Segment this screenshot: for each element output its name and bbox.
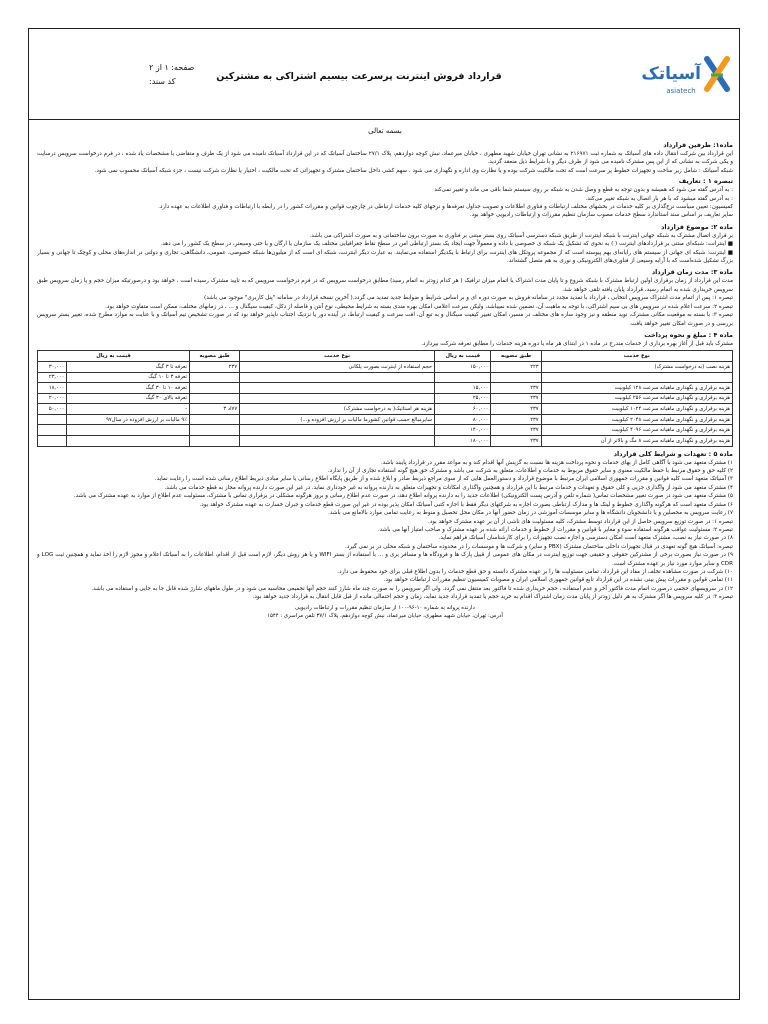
fees-table <box>37 350 733 446</box>
table-cell: ۲۳۷ <box>491 425 541 436</box>
table-cell <box>38 436 67 447</box>
table-cell: هزینه برقراری و نگهداری ماهیانه سرعت ۱۲۸ کیلوبیت <box>541 383 732 394</box>
table-cell: هزینه هر استاتیک( به درخواست مشترک) <box>240 404 435 415</box>
header-cell: قیمت به ریال <box>38 351 190 362</box>
table-cell: ۲۲۳ <box>491 361 541 372</box>
table-cell: ۲۰,۰۰۰ <box>38 393 67 404</box>
table-cell: هزینه نصب (به درخواست مشترک) <box>541 361 732 372</box>
table-row <box>38 404 733 415</box>
section-3-para-4: تبصره ۳: با بسته به موقعیت مکانی مشترک، نوید منطقه و نیز وجود سازه های مختلف در مسیر، امکان تغییر کیفیت سیگنال و به تبع آن، افت سرعت و کیفیت ارتباط، در آینده دور یا نزدیک اجتناب ناپذیر خواهد بود که در صورت تشخیص تیم آسیاتک و با عنایت به موارد مطرح شده، تغییر بستر سرویس بررسی و در صورت امکان تغییر خواهد یافت. <box>37 312 733 327</box>
note-1-line-3: کمیسیون: تعیین سیاست نرخ‌گذاری بر کلیه خدمات در بخشهای مختلف ارتباطات و فناوری اطلاعات و تصویب جداول تعرفه‌ها و نرخهای کلیه خدمات ارتباطی در چارچوب قوانین و مقررات کشور را در رابطه با ارتباطات و فناوری اطلاعات به عهده دارد. <box>158 204 733 211</box>
table-row <box>38 436 733 447</box>
table-cell: ۵۰,۰۰۰ <box>38 404 67 415</box>
table-cell: ۲۵,۰۰۰ <box>435 393 491 404</box>
list-item: تبصره ۳: در کلیه سرویس ها اگر مشترک به هر دلیل زودتر از پایان مدت زمان اشتراک اقدام به خرید حجم یا تمدید قرارداد جدید نماید، زمان و حجم احتمالی مانده از قبل قابل انتقال به قرارداد جدید خواهد بود. <box>252 594 733 601</box>
table-cell: ۱۵۰,۰۰۰ <box>435 361 491 372</box>
section-2-para-1: بر قراری اتصال مشترک به شبکه جهانی اینترنت با شبکه اینترنت از طریق شبکه دسترسی آسیاتک روی بستر مبتنی بر فناوری به صورت برون ساختمانی و به صورت اشتراکی می باشد. <box>309 232 733 239</box>
section-4-para-1: مشترک باید قبل از آغاز بهره برداری از خدمات مندرج در ماده ۱ در ابتدای هر ماه یا دوره هزینه خدمات را مطابق تعرفه شرکت بپردازد. <box>421 340 733 347</box>
note-1-title: تبصره ۱ : تعاریف <box>678 177 733 186</box>
table-cell: ۹٪ مالیات بر ارزش افزوده در سال۹۷ <box>67 414 190 425</box>
table-cell: ۲۳۷ <box>190 361 240 372</box>
header-cell: طبق مصوبه <box>491 351 541 362</box>
section-1-title: ماده۱: طرفین قرارداد <box>663 141 733 149</box>
header-cell: نوع خدمت <box>240 351 435 362</box>
contract-page <box>28 28 740 1000</box>
section-3-para-2: تبصره ۱: پس از اتمام مدت اشتراک سرویس انتخابی ، قرارداد با تمدید مجدد در سامانه فروش به صورت دوره ای و بر اساس شرایط و ضوابط جدید تمدید می گردد.( آخرین نسخه قرارداد در سامانه "پنل کاربری" موجود می باشد) <box>204 295 733 302</box>
table-cell: ۳۰,۰۰۰ <box>38 361 67 372</box>
table-cell: هزینه برقراری و نگهداری ماهیانه سرعت ۱۰۲۴ کیلوبیت <box>541 404 732 415</box>
table-row <box>38 414 733 425</box>
section-5-list <box>37 459 733 602</box>
section-3-para-1: مدت این قرارداد از زمان برقراری اولین ارتباط مشترک با شبکه شروع و تا پایان مدت اشتراک یا اتمام میزان ترافیک ( هر کدام زودتر به اتمام رسید) مطابق درخواست سرویس که در فرم درخواست سرویس که به تایید مشترک رسیده است ، خواهد بود و درصورتیکه میزان حجم و یا زمان سرویس طبق سرویس خریداری شده به اتمام رسید، قرارداد پایان یافته تلقی خواهد شد. <box>37 278 733 293</box>
table-row <box>38 383 733 394</box>
table-cell: ۲۳۷ <box>491 393 541 404</box>
table-cell <box>491 372 541 383</box>
table-cell <box>240 383 435 394</box>
table-row <box>38 425 733 436</box>
section-4-title: ماده ۴ : مبلغ و نحوه پرداخت <box>644 330 733 339</box>
table-cell: ۱۸۰,۰۰۰ <box>435 436 491 447</box>
table-cell: ۶۰,۰۰۰ <box>435 404 491 415</box>
table-cell: ۱۴۰,۰۰۰ <box>435 425 491 436</box>
note-1-line-4: سایر تعاریف بر اساس سند استاندارد سطح خدمات مصوب سازمان تنظیم مقررات و ارتباطات رادیویی خواهد بود. <box>469 212 733 219</box>
table-cell: هزینه برقراری و نگهداری ماهیانه سرعت ۴۰۹۶ کیلوبیت <box>541 425 732 436</box>
table-cell <box>541 372 732 383</box>
table-cell: ۲۳۷ <box>491 414 541 425</box>
table-row <box>38 372 733 383</box>
table-cell: ۸۰,۰۰۰ <box>435 414 491 425</box>
section-2-para-2: ■ اینترانت: شبکه‌ای مبتنی بر قراردادهای اینترنت ( ) به نحوی که تشکیل یک شبکه ی خصوصی با داده و معمولاً جهت ایجاد یک بستر ارتباطی امن در سطح نقاط جغرافیایی مختلف یک سازمان یا ارگان و یا حتی وسیعتر، در سطح یک کشور را می دهد. <box>160 241 733 248</box>
list-item: ۱۱) تمامی قوانین و مقررات پیش بینی نشده در این قرارداد تابع قوانین جمهوری اسلامی ایران و مصوبات کمیسیون تنظیم مقررات ارتباطات خواهد بود. <box>383 577 733 584</box>
table-cell <box>240 372 435 383</box>
list-item: ۹) در صورت نیاز بصورت برخی از مشترکین حقوقی و حقیقی جهت توزیع اینترنت در مکان های عمومی از قبیل پارک ها و فرودگاه ها و مسافر بری و ... با استفاده از بستر WIFI و یا هر روش دیگر، لازم است قبل از اقدام، اطلاعات را به آسیاتک اعلام و مجوز لازم را اخذ نماید و همچنین ثبت LOG و CDR و سایر موارد مورد نیاز بر عهده مشترک است. <box>37 552 733 567</box>
table-cell <box>240 425 435 436</box>
document-title: قرارداد فروش اینترنت پرسرعت بیسیم اشتراکی به مشترکین <box>216 71 502 82</box>
list-item: ۷) رعایت سرویس به محصلین و یا دانشجویان دانشگاه ها و سایر موسسات آموزشی در زمان حضور آنها در مکان محل تحصیل و منوط به رعایت تمامی موارد بالامانع می باشد. <box>328 510 733 517</box>
table-cell <box>190 425 240 436</box>
table-cell: سایرمبالغ حسب قوانین کشورما مالیات بر ارزش افزوده و...) <box>240 414 435 425</box>
section-1-para-1: این قرارداد بین شرکت انتقال داده های آسیاتک به شماره ثبت ۲۱۶۹۷۱ به نشانی تهران خیابان شهید مطهری ، خیابان میرعماد، نبش کوچه دوازدهم، پلاک ۲۷/۱ ساختمان آسیاتک که در این قرارداد آسیاتک نامیده می شود از یک طرف و متقاضی با مشخصات یاد شده ، در فرم درخواست سرویس درسایت و یکی شرکت به نشانی که از این پس مشترک نامیده می شود از طرف دیگر و با شرایط ذیل منعقد گردید. <box>37 151 733 166</box>
list-item: ۸) در صورت نیاز به نصب، مشترک متعهد است امکان دسترسی و اجازه نصب تجهیزات را برای کارشناسان آسیاتک فراهم نماید. <box>438 535 733 542</box>
section-2-para-3: ■ اینترنت: شبکه ای جهانی از سیستم های رایانه‌ای بهم پیوسته است که از مجموعه پروتکل های اینترنت برای ارتباط با یکدیگر استفاده می‌نمایند. به عبارت دیگر اینترنت، شبکه ای است که از میلیون‌ها شبکه خصوصی، عمومی، دانشگاهی، تجاری و دولتی در اندازه‌های محلی و کوچک تا جهانی و بسیار بزرگ تشکیل شده‌است که با آرایه وسیعی از فناوری‌های الکترونیکی و نوری به هم متصل گشته‌اند. <box>37 249 733 265</box>
table-cell: تعرفه ۳ تا ۱۰ گیگ <box>67 372 190 383</box>
table-cell: ۲۳۷ <box>491 436 541 447</box>
list-item: ۱۲) در سرویسهای حجمی درصورت اتمام مدت فاکتور آخر و عدم استفاده ، حجم خریداری شده تا فاکتور بعد منتقل نمی گردد. ولی اگر سرویس را به صورت چند ماه شارژ کنند حجم آنها تجمیعی محاسبه می شود و در طول ماههای شارژ شده قابل جا به جایی و استفاده می باشد. <box>91 585 733 592</box>
table-cell <box>190 393 240 404</box>
table-cell: ۷۷اد ۳ <box>190 404 240 415</box>
page-number: صفحه: ۱ از ۲ <box>149 63 195 72</box>
footer <box>37 604 733 620</box>
section-3-para-3: تبصره ۲: سرعت اعلام شده در سرویس های بی سیم اشتراکی، با توجه به ماهیت آن، تضمین شده نمیباشد، ولیکن سرعت اعلامی امکان بهره مندی بسته به شرایط محیطی، نوع آنتن و فاصله از دکل، کیفیت سیگنال و ... ، در زمانهای مختلف، ممکن است متفاوت خواهد بود. <box>105 303 733 310</box>
table-row <box>38 361 733 372</box>
table-cell <box>240 436 435 447</box>
document-body <box>37 125 733 620</box>
table-cell: تعرفه بالای ۳۰ گیگ <box>67 393 190 404</box>
footer-license: دارنده پروانه به شماره ۱۰-۹۶-۱۰۰ از سازمان تنظیم مقررات و ارتباطات رادیویی <box>295 604 475 611</box>
table-cell: ۲۳۷ <box>491 383 541 394</box>
table-cell: تعرفه ۱۰ تا ۳۰ گیگ <box>67 383 190 394</box>
footer-address: آدرس: تهران، خیابان شهید مطهری، خیابان میرعماد، نبش کوچه دوازدهم، پلاک ۳۷/۱ تلفن مراسری : ۱۵۴۴ <box>267 612 503 619</box>
logo-x-icon <box>707 59 727 89</box>
table-cell <box>67 425 190 436</box>
logo-text: آسیاتک <box>641 64 701 84</box>
document-header <box>29 29 739 120</box>
section-3-title: ماده ۳: مدت زمان قرارداد <box>651 268 733 277</box>
list-item: ۲) کلیه حق و حقوق مرتبط با حفظ مالکیت معنوی و سایر حقوق مربوط به خدمات و اطلاعات، متعلق به شرکت می باشد و مشترک حق هیچ گونه استفاده تجاری از آن را ندارد. <box>327 468 733 475</box>
list-item: تبصره ۱: در صورت توزیع سرویس حاصل از این قرارداد توسط مشترک، کلیه مسئولیت های ناشی از آن بر عهده مشترک خواهد بود. <box>427 518 733 525</box>
table-cell: ۲۳۷ <box>491 404 541 415</box>
asiatech-logo <box>611 45 731 105</box>
table-cell: تعرفه تا ۳ گیگ <box>67 361 190 372</box>
logo-subtext: asiatech <box>666 87 696 95</box>
list-item: تبصره ۲: مسئولیت عواقب هرگونه استفاده سوء و مغایر با قوانین و مقررات از خطوط و خدمات ارائه شده بر عهده مشترک و صاحب امتیاز آنها می باشد. <box>377 526 733 533</box>
header-cell: نوع خدمت <box>541 351 732 362</box>
table-cell <box>240 393 435 404</box>
table-cell <box>190 414 240 425</box>
section-5-title: ماده ۵ : تعهدات و شرایط کلی قرارداد <box>613 449 733 458</box>
list-item: تبصره: آسیاتک هیچ گونه تعهدی در قبال تجهیزات داخلی ساختمان مشترک (PBX و سایر) و شرکت ها و موسسات را در محدوده ساختمان و شبکه محلی در بر نمی گیرد. <box>345 543 733 550</box>
table-cell: ۱۸,۰۰۰ <box>38 383 67 394</box>
table-cell <box>190 372 240 383</box>
list-item: ۳) آسیاتک متعهد است کلیه قوانین و مقررات جمهوری اسلامی ایران مرتبط با موضوع قرارداد و دستورالعمل هایی که از سوی مراجع ذیربط صادر و ابلاغ شده و از طریق پایگاه اطلاع رسانی یا سایر مبادی ذیربط اطلاع رسانی شده است را رعایت نماید. <box>154 476 733 483</box>
table-row <box>38 393 733 404</box>
table-cell <box>190 436 240 447</box>
table-cell <box>435 372 491 383</box>
list-item: ۱۰) شرکت در صورت مشاهده تخلف از مفاد این قرارداد، تمامی مسئولیت ها را بر عهده مشترک دانسته و حق قطع خدمات را بدون اطلاع قبلی برای خود محفوظ می دارد. <box>337 568 733 575</box>
table-cell <box>38 414 67 425</box>
header-cell: قیمت به ریال <box>435 351 491 362</box>
list-item: ۴) مشترک متعهد می شود از واگذاری جزیی و کلی حقوق و تعهدات و خدمات مرتبط با این قرارداد و همچنین واگذاری امکانات و تجهیزات متعلق به دارنده پروانه به غیر خودداری نماید. در غیر این صورت دارنده پروانه مجاز به قطع خدمات می باشد. <box>164 484 733 491</box>
section-1-para-2: شبکه آسیاتک : شامل زیر ساخت و تجهیزات خطوط پر سرعت است که تحت مالکیت شرکت بوده و یا نظارت وی اداره و نگهداری می شود . سهم کشی داخل ساختمان مشترک و تجهیزاتی که تحت مالکیت ، اختیار یا نظارت شرکت نیست ، جزء شبکه آسیاتک محسوب نمی شود. <box>94 167 733 174</box>
table-cell: ۱۵,۰۰۰ <box>435 383 491 394</box>
header-cell: طبق مصوبه <box>190 351 240 362</box>
section-2-title: ماده ۲: موضوع قرارداد <box>661 222 733 231</box>
bismillah: بسمه تعالی <box>368 127 402 135</box>
table-cell <box>38 425 67 436</box>
note-1-line-2: : به آدرس گفته میشود که با هر بار اتصال به شبکه تغییر می‌کند. <box>585 195 733 202</box>
list-item: ۶) مشترک متعهد است که هرگونه واگذاری خطوط و لینک ها و مدارک ارتباطی بصورت اجاره به شرکتهای دیگر فقط با اجازه کتبی آسیاتک امکان پذیر بوده در غیر این صورت قطع خدمات و جبران خسارت به عهده مشترک خواهد بود. <box>199 501 733 508</box>
fees-table-header <box>38 351 733 362</box>
table-cell <box>190 383 240 394</box>
table-cell: هزینه برقراری و نگهداری ماهیانه سرعت ۸ مگ و بالاتر از آن <box>541 436 732 447</box>
table-cell: حجم استفاده از اینترنت بصورت پلکانی <box>240 361 435 372</box>
table-cell: هزینه برقراری و نگهداری ماهیانه سرعت ۲۰۴۸ کیلوبیت <box>541 414 732 425</box>
table-cell: هزینه برقراری و نگهداری ماهیانه سرعت ۲۵۶ کیلوبیت <box>541 393 732 404</box>
list-item: ۱) مشترک متعهد می شود با آگاهی کامل از بهای خدمات و نحوه پرداخت هزینه ها نسبت به گزینش آنها اقدام کند و به مواعد مقرر در قرارداد پایبند باشد. <box>380 459 733 466</box>
table-cell <box>67 436 190 447</box>
document-code: کد سند: <box>149 77 176 86</box>
note-1-line-1: : به آدرس گفته می شود که همیشه و بدون توجه به قطع و وصل شدن به شبکه بر روی سیستم شما باقی می ماند و تغییر نمی‌کند <box>434 187 733 194</box>
table-cell: ۲۳,۰۰۰ <box>38 372 67 383</box>
list-item: ۵) مشترک متعهد می شود در صورت تغییر مشخصات تماس( شماره تلفن و آدرس پست الکترونیکی) اطلاعات جدید را به دارنده پروانه اطلاع دهد، در صورت عدم اطلاع رسانی و بروز هرگونه مشکلی در برقراری تماس با مشترک، مسئولیت عدم اطلاع از موارد به عهده مشترک می باشد. <box>73 493 733 500</box>
table-cell: - <box>67 404 190 415</box>
